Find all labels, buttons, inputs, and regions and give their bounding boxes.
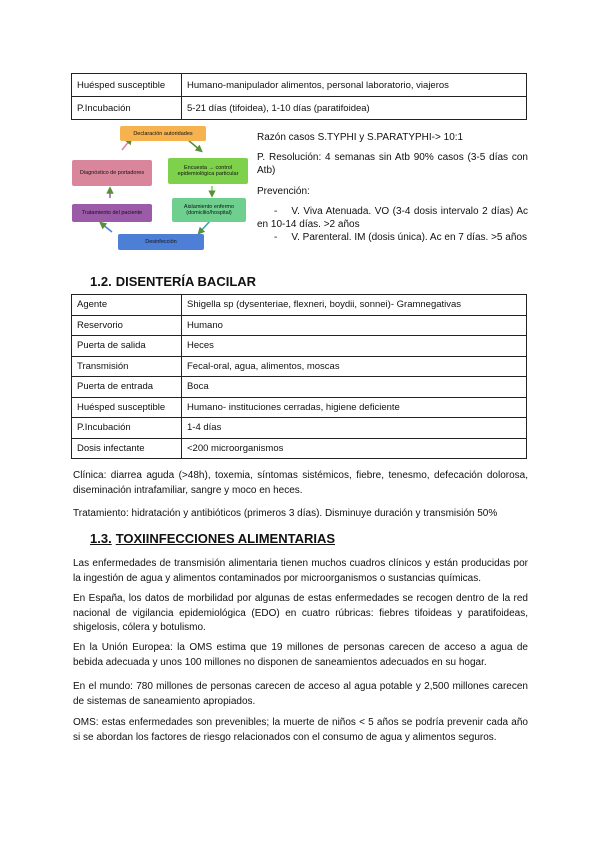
table-row	[72, 397, 527, 418]
cycle-arrows	[72, 126, 250, 250]
box-tratamiento: Tratamiento del paciente	[72, 204, 152, 222]
row-value: Humano-manipulador alimentos, personal laboratorio, viajeros	[182, 74, 527, 97]
table-row	[72, 97, 527, 120]
box-declaracion: Declaración autoridades	[120, 126, 206, 141]
prevention-cycle-diagram	[72, 126, 250, 250]
table-row	[72, 74, 527, 97]
ratio-text: Razón casos S.TYPHI y S.PARATYPHI-> 10:1	[257, 132, 464, 143]
row-label: Agente	[72, 295, 182, 316]
prevention-bullet	[257, 231, 528, 244]
typhoid-table	[71, 73, 527, 120]
row-value: Fecal-oral, agua, alimentos, moscas	[182, 356, 527, 377]
row-label: P.Incubación	[72, 97, 182, 120]
bullet-text: V. Viva Atenuada. VO (3-4 dosis intervalo 2 días) Ac en 10-14 días. >2 años	[257, 206, 528, 230]
clinica-paragraph: Clínica: diarrea aguda (>48h), toxemia, síntomas sistémicos, fiebre, tenesmo, defecación dolorosa, diseminación intrafamiliar, sangre y moco en heces.	[73, 470, 528, 496]
table-row	[72, 377, 527, 398]
bullet-text: V. Parenteral. IM (dosis única). Ac en 7 días. >5 años	[291, 232, 527, 243]
row-value: 5-21 días (tifoidea), 1-10 días (paratifoidea)	[182, 97, 527, 120]
section-heading-toxiinfecciones	[90, 531, 335, 546]
disenteria-table	[71, 294, 527, 459]
table-row	[72, 418, 527, 439]
table-row	[72, 438, 527, 459]
box-diagnostico: Diagnóstico de portadores	[72, 160, 152, 186]
section-number: 1.3.	[90, 531, 112, 546]
section-title: DISENTERÍA BACILAR	[115, 274, 257, 289]
row-label: Dosis infectante	[72, 438, 182, 459]
box-encuesta: Encuesta → control epidemiológica particular	[168, 158, 248, 184]
row-label: Huésped susceptible	[72, 74, 182, 97]
section-number: 1.2.	[90, 274, 112, 289]
resolution-text: P. Resolución: 4 semanas sin Atb 90% casos (3-5 días con Atb)	[257, 152, 528, 176]
body-paragraph: En el mundo: 780 millones de personas carecen de acceso al agua potable y 2,500 millones carecen de sistemas de saneamiento apropiados.	[73, 681, 528, 707]
row-value: Boca	[182, 377, 527, 398]
prevention-title: Prevención:	[257, 186, 310, 197]
body-paragraph: OMS: estas enfermedades son prevenibles; la muerte de niños < 5 años se podría prevenir cada año si se abordan los factores de riesgo relacionados con el consumo de agua y alimentos seguros.	[73, 717, 528, 743]
row-value: Humano- instituciones cerradas, higiene deficiente	[182, 397, 527, 418]
row-value: <200 microorganismos	[182, 438, 527, 459]
body-paragraph: En la Unión Europea: la OMS estima que 19 millones de personas carecen de acceso a agua de bebida adecuada y unos 100 millones no disponen de saneamientos adecuados en su hogar.	[73, 642, 528, 668]
table-row	[72, 315, 527, 336]
bullet-marker: -	[274, 206, 278, 217]
row-label: Puerta de salida	[72, 336, 182, 357]
tratamiento-paragraph: Tratamiento: hidratación y antibióticos (primeros 3 días). Disminuye duración y transmisión 50%	[73, 508, 498, 519]
body-paragraph: En España, los datos de morbilidad por algunas de estas enfermedades se recogen dentro de la red nacional de vigilancia epidemiológica (EDO) en cuatro rúbricas: fiebres tifoideas y paratifoideas, shigelosis, cólera y botulismo.	[73, 593, 528, 633]
row-label: Reservorio	[72, 315, 182, 336]
prevention-bullet	[257, 205, 528, 231]
section-title: TOXIINFECCIONES ALIMENTARIAS	[115, 531, 336, 546]
row-label: P.Incubación	[72, 418, 182, 439]
bullet-marker: -	[274, 232, 278, 243]
table-row	[72, 336, 527, 357]
body-paragraph: Las enfermedades de transmisión alimentaria tienen muchos cuadros clínicos y están producidas por la ingestión de agua y alimentos contaminados por microorganismos o sustancias químicas.	[73, 558, 528, 584]
row-label: Huésped susceptible	[72, 397, 182, 418]
row-label: Puerta de entrada	[72, 377, 182, 398]
row-value: Shigella sp (dysenteriae, flexneri, boydii, sonnei)- Gramnegativas	[182, 295, 527, 316]
box-aislamiento: Aislamiento enfermo (domicilio/hospital)	[172, 198, 246, 222]
table-row	[72, 295, 527, 316]
row-label: Transmisión	[72, 356, 182, 377]
typhoid-side-notes	[257, 131, 528, 244]
table-row	[72, 356, 527, 377]
box-desinfeccion: Desinfección	[118, 234, 204, 250]
row-value: Humano	[182, 315, 527, 336]
row-value: Heces	[182, 336, 527, 357]
section-heading-disenteria	[90, 274, 256, 289]
row-value: 1-4 días	[182, 418, 527, 439]
